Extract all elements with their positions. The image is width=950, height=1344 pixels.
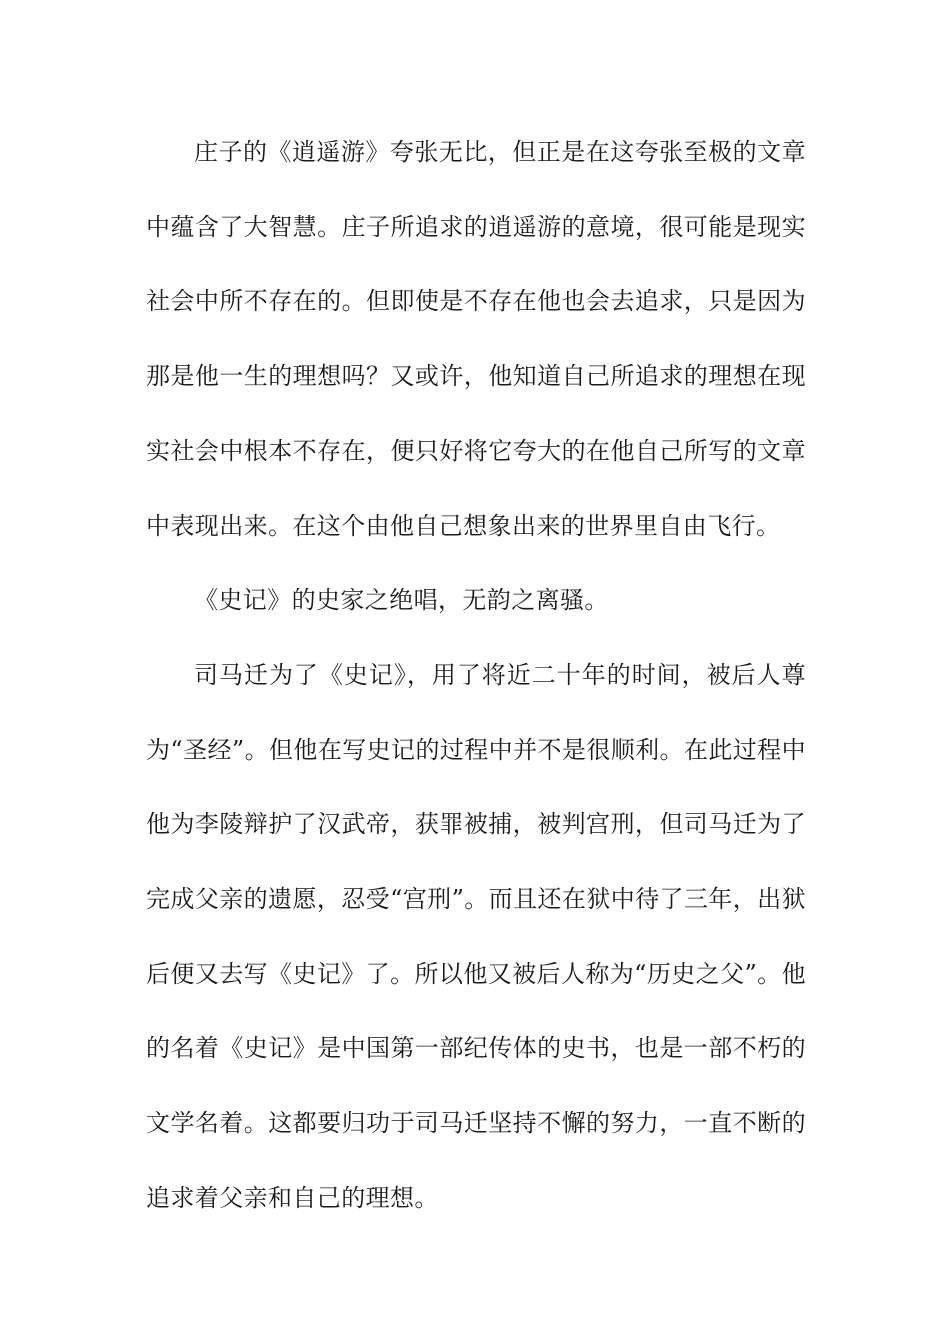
- paragraph-sima-qian: 司马迁为了《史记》，用了将近二十年的时间，被后人尊为“圣经”。但他在写史记的过程中并不是很顺利。在此过程中他为李陵辩护了汉武帝，获罪被捕，被判宫刑，但司马迁为了完成父亲的遗愿，忍受“宫刑”。而且还在狱中待了三年，出狱后便又去写《史记》了。所以他又被后人称为“历史之父”。他的名着《史记》是中国第一部纪传体的史书，也是一部不朽的文学名着。这都要归功于司马迁坚持不懈的努力，一直不断的追求着父亲和自己的理想。: [146, 660, 806, 1212]
- document-page: [146, 115, 806, 1236]
- paragraph-zhuangzi: 庄子的《逍遥游》夸张无比，但正是在这夸张至极的文章中蕴含了大智慧。庄子所追求的逍遥游的意境，很可能是现实社会中所不存在的。但即使是不存在他也会去追求，只是因为那是他一生的理想吗？又或许，他知道自己所追求的理想在现实社会中根本不存在，便只好将它夸大的在他自己所写的文章中表现出来。在这个由他自己想象出来的世界里自由飞行。: [146, 138, 806, 540]
- paragraph-shiji-quote: 《史记》的史家之绝唱，无韵之离骚。: [194, 586, 609, 615]
